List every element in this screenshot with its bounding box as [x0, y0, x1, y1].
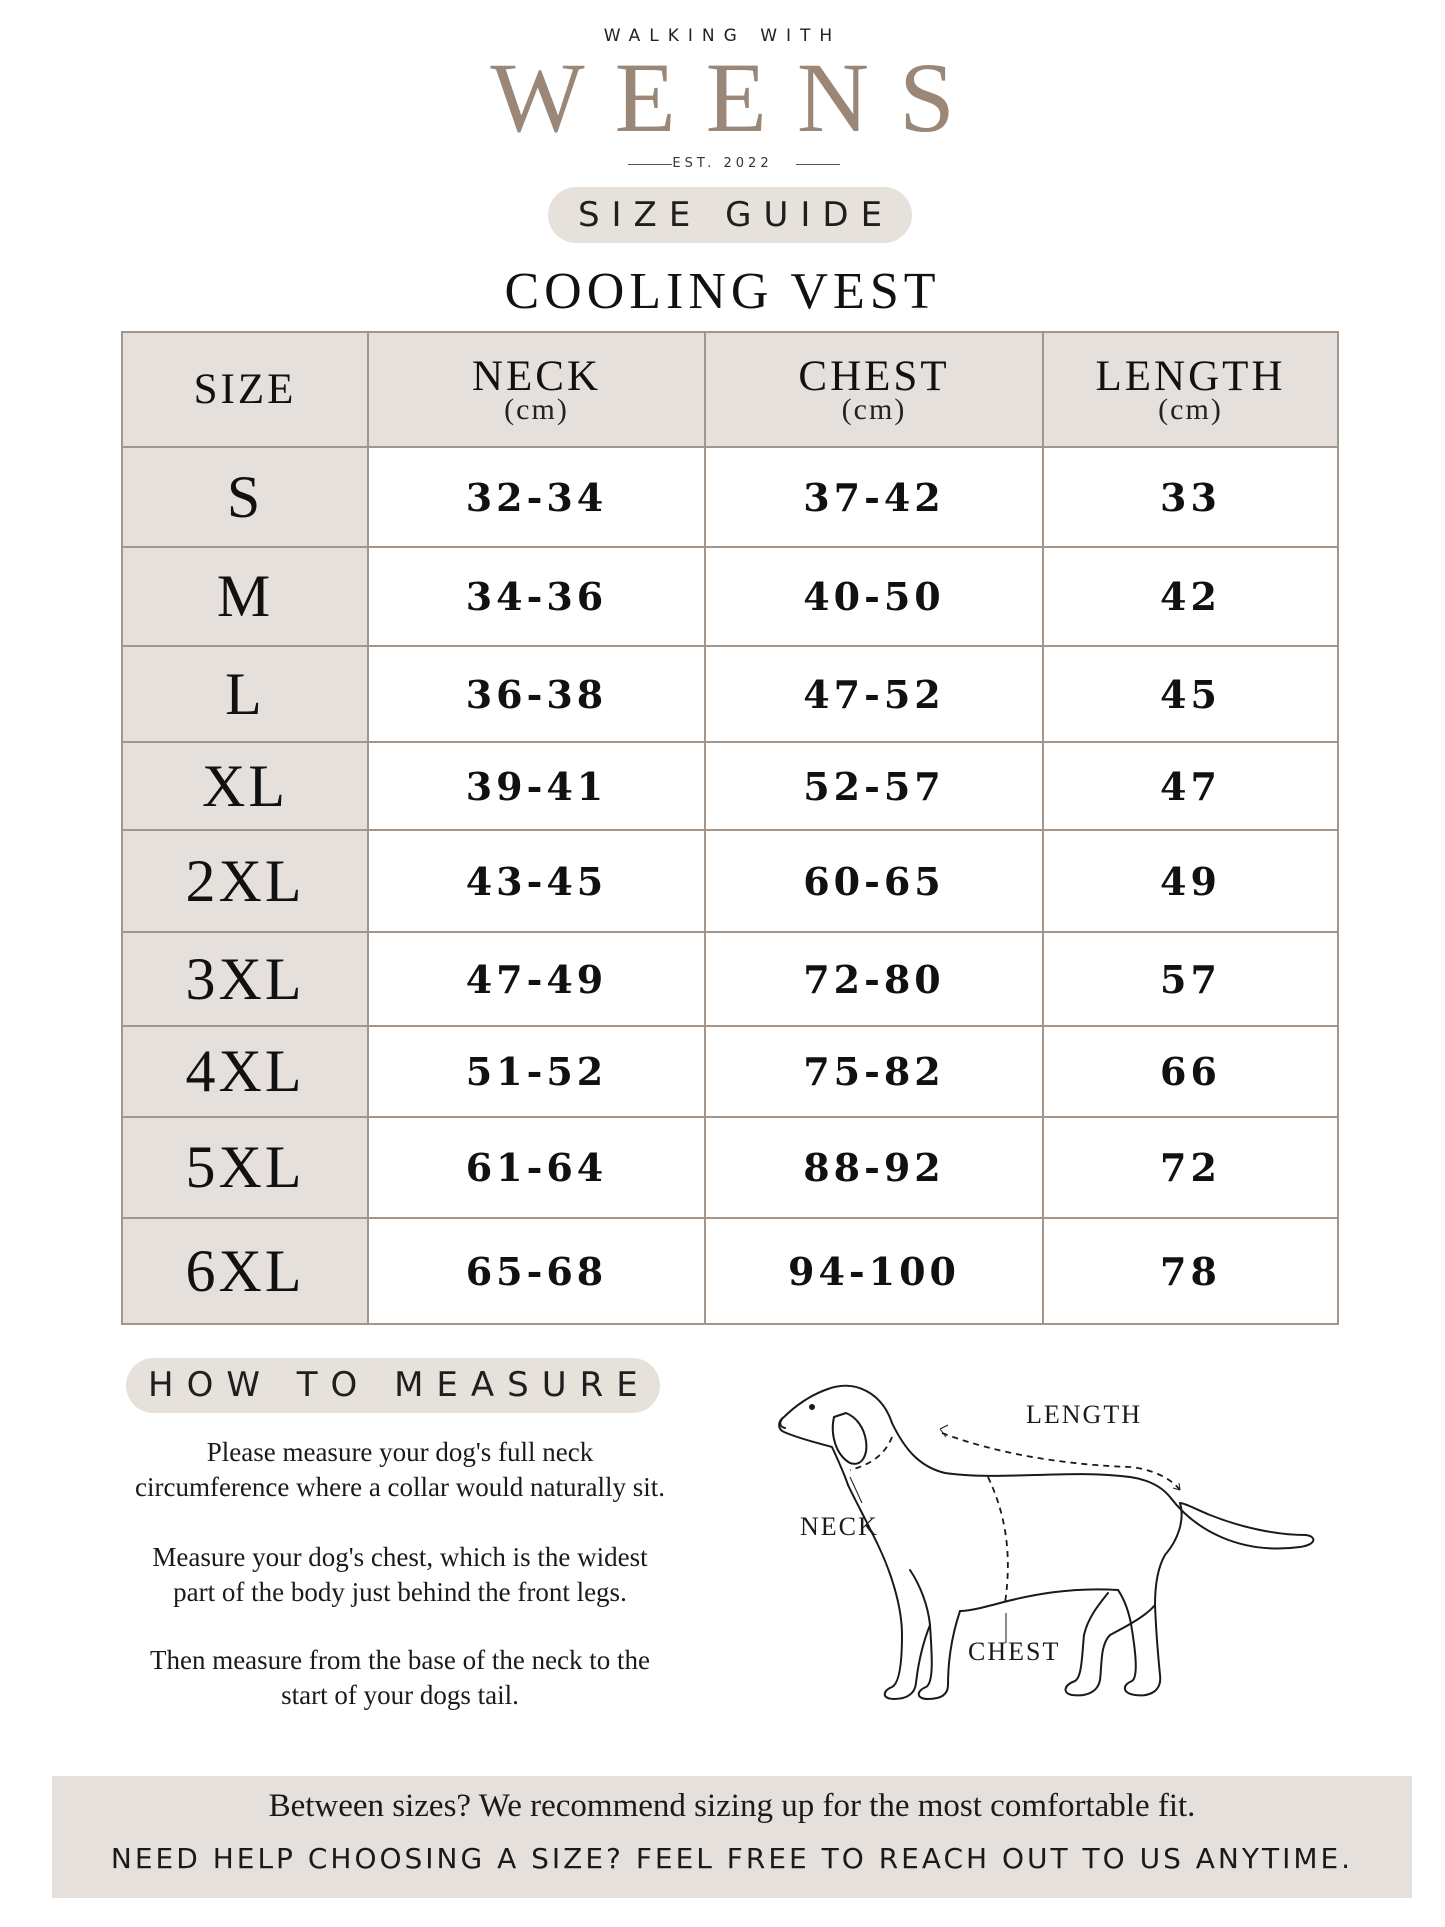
- column-header-chest: CHEST (cm): [705, 332, 1043, 447]
- neck-cell: 51-52: [368, 1026, 705, 1117]
- chest-cell: 88-92: [705, 1117, 1043, 1218]
- chest-cell: 40-50: [705, 547, 1043, 646]
- established-year: EST. 2022: [672, 156, 773, 171]
- length-cell: 45: [1043, 646, 1338, 742]
- length-cell: 49: [1043, 830, 1338, 932]
- measure-lines: [850, 1433, 1180, 1603]
- size-guide-badge: SIZE GUIDE: [548, 187, 912, 243]
- column-header-size: SIZE: [122, 332, 368, 447]
- chest-cell: 60-65: [705, 830, 1043, 932]
- neck-cell: 32-34: [368, 447, 705, 547]
- neck-instruction: Please measure your dog's full neck circumference where a collar would naturally sit.: [134, 1437, 665, 1502]
- label-neck: NECK: [800, 1512, 879, 1541]
- table-row: [122, 932, 1338, 1026]
- neck-cell: 34-36: [368, 547, 705, 646]
- label-chest: CHEST: [968, 1637, 1061, 1666]
- dog-measurement-diagram: [770, 1355, 1350, 1735]
- neck-cell: 39-41: [368, 742, 705, 830]
- size-cell: L: [122, 646, 368, 742]
- length-cell: 47: [1043, 742, 1338, 830]
- neck-cell: 65-68: [368, 1218, 705, 1324]
- table-row: [122, 742, 1338, 830]
- length-cell: 57: [1043, 932, 1338, 1026]
- size-cell: 2XL: [122, 830, 368, 932]
- size-cell: 3XL: [122, 932, 368, 1026]
- how-to-measure-badge: HOW TO MEASURE: [126, 1358, 660, 1413]
- size-cell: 4XL: [122, 1026, 368, 1117]
- neck-cell: 61-64: [368, 1117, 705, 1218]
- size-cell: XL: [122, 742, 368, 830]
- footer-sizing-tip: Between sizes? We recommend sizing up for the most comfortable fit.: [268, 1788, 1196, 1824]
- column-header-neck: NECK (cm): [368, 332, 705, 447]
- length-cell: 42: [1043, 547, 1338, 646]
- table-row: [122, 1026, 1338, 1117]
- neck-cell: 43-45: [368, 830, 705, 932]
- size-cell: 6XL: [122, 1218, 368, 1324]
- table-row: [122, 646, 1338, 742]
- chest-cell: 94-100: [705, 1218, 1043, 1324]
- chest-cell: 75-82: [705, 1026, 1043, 1117]
- chest-cell: 47-52: [705, 646, 1043, 742]
- length-cell: 78: [1043, 1218, 1338, 1324]
- est-divider-right: [796, 164, 840, 165]
- neck-cell: 36-38: [368, 646, 705, 742]
- size-cell: 5XL: [122, 1117, 368, 1218]
- table-row: [122, 547, 1338, 646]
- chest-cell: 37-42: [705, 447, 1043, 547]
- size-table: [121, 331, 1339, 1325]
- length-cell: 33: [1043, 447, 1338, 547]
- brand-tagline: WALKING WITH: [603, 26, 842, 46]
- footer-help-text: NEED HELP CHOOSING A SIZE? FEEL FREE TO REACH OUT TO US ANYTIME.: [110, 1842, 1354, 1875]
- table-row: [122, 1117, 1338, 1218]
- table-header-row: [122, 332, 1338, 447]
- length-cell: 66: [1043, 1026, 1338, 1117]
- length-cell: 72: [1043, 1117, 1338, 1218]
- table-row: [122, 1218, 1338, 1324]
- brand-logo: WEENS: [490, 42, 985, 153]
- table-row: [122, 830, 1338, 932]
- label-length: LENGTH: [1026, 1400, 1142, 1429]
- product-title: COOLING VEST: [504, 263, 941, 320]
- chest-cell: 72-80: [705, 932, 1043, 1026]
- column-header-length: LENGTH (cm): [1043, 332, 1338, 447]
- table-row: [122, 447, 1338, 547]
- chest-cell: 52-57: [705, 742, 1043, 830]
- chest-instruction: Measure your dog's chest, which is the widest part of the body just behind the front legs.: [152, 1542, 648, 1607]
- size-cell: M: [122, 547, 368, 646]
- size-cell: S: [122, 447, 368, 547]
- length-instruction: Then measure from the base of the neck to the start of your dogs tail.: [149, 1645, 651, 1710]
- neck-cell: 47-49: [368, 932, 705, 1026]
